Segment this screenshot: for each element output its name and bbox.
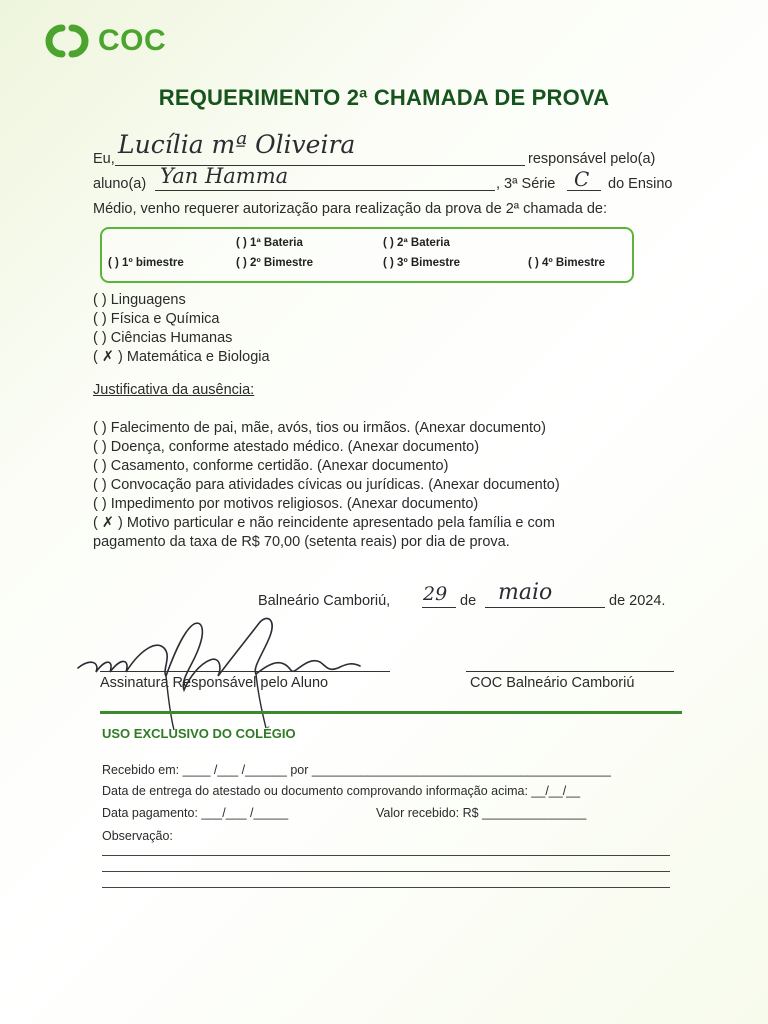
- right-signature-line: [466, 671, 674, 672]
- checkbox-mark[interactable]: ( ): [93, 458, 107, 474]
- justificativa-item[interactable]: [93, 515, 555, 531]
- aluno-name-handwritten[interactable]: Yan Hamma: [160, 164, 289, 188]
- area-label: Ciências Humanas: [110, 330, 233, 346]
- day-underline: [422, 607, 456, 608]
- justificativa-label: Motivo particular e não reincidente apresentado pela família e com: [126, 515, 555, 531]
- checkbox-mark[interactable]: ( ): [93, 311, 107, 327]
- option-bimestre-1[interactable]: ( ) 1º bimestre: [108, 257, 184, 269]
- area-item-matematica-biologia[interactable]: [93, 349, 270, 365]
- area-label: Física e Química: [110, 311, 220, 327]
- option-bateria-1[interactable]: ( ) 1ª Bateria: [236, 237, 303, 249]
- valor-recebido-field[interactable]: Valor recebido: R$ _______________: [376, 806, 587, 820]
- justificativa-label: Falecimento de pai, mãe, avós, tios ou irmãos. (Anexar documento): [110, 420, 546, 436]
- area-label: Linguagens: [110, 292, 186, 308]
- justificativa-item[interactable]: [93, 496, 478, 512]
- justificativa-label: Casamento, conforme certidão. (Anexar documento): [110, 458, 449, 474]
- justificativa-continuation: pagamento da taxa de R$ 70,00 (setenta reais) por dia de prova.: [93, 534, 510, 550]
- year-label: de 2024.: [609, 593, 666, 609]
- justificativa-item[interactable]: [93, 477, 560, 493]
- observacao-line[interactable]: [102, 871, 670, 872]
- area-item-fisica-quimica[interactable]: [93, 311, 220, 327]
- coc-logo-icon: [38, 20, 96, 62]
- checkbox-mark[interactable]: ( ): [93, 439, 107, 455]
- checkbox-mark[interactable]: ( ): [93, 496, 107, 512]
- aluno-underline: [155, 190, 495, 191]
- justificativa-label: Convocação para atividades cívicas ou jurídicas. (Anexar documento): [110, 477, 560, 493]
- logo-text: COC: [98, 24, 167, 57]
- option-bimestre-4[interactable]: ( ) 4º Bimestre: [528, 257, 606, 269]
- observacao-label: Observação:: [102, 829, 173, 843]
- city-label: Balneário Camboriú,: [258, 593, 391, 609]
- option-bimestre-2[interactable]: ( ) 2º Bimestre: [236, 257, 314, 269]
- data-pagamento-field[interactable]: Data pagamento: ___/___ /_____: [102, 806, 289, 820]
- observacao-line[interactable]: [102, 887, 670, 888]
- day-handwritten[interactable]: 29: [423, 583, 448, 605]
- observacao-line[interactable]: [102, 855, 670, 856]
- option-bimestre-3[interactable]: ( ) 3º Bimestre: [383, 257, 461, 269]
- exam-options-box: [100, 227, 634, 283]
- data-entrega-field[interactable]: Data de entrega do atestado ou documento comprovando informação acima: __/__/__: [102, 784, 581, 798]
- checkbox-mark[interactable]: ( ✗ ): [93, 515, 123, 531]
- eu-label: Eu,: [93, 151, 115, 167]
- justificativa-label: Doença, conforme atestado médico. (Anexar documento): [110, 439, 480, 455]
- coc-logo: [38, 20, 188, 62]
- responsavel-name-handwritten[interactable]: Lucília mª Oliveira: [118, 130, 356, 159]
- section-divider: [100, 711, 682, 714]
- de-label: de: [460, 593, 477, 609]
- left-signature-label: Assinatura Responsável pelo Aluno: [100, 675, 329, 691]
- checkbox-mark[interactable]: ( ): [93, 477, 107, 493]
- recebido-field[interactable]: Recebido em: ____ /___ /______ por ___________________________________________: [102, 763, 611, 777]
- month-handwritten[interactable]: maio: [498, 580, 553, 605]
- justificativa-item[interactable]: [93, 458, 448, 474]
- area-item-linguagens[interactable]: [93, 292, 186, 308]
- justificativa-label: Impedimento por motivos religiosos. (Anexar documento): [110, 496, 479, 512]
- checkbox-mark[interactable]: ( ): [93, 330, 107, 346]
- checkbox-mark[interactable]: ( ✗ ): [93, 349, 123, 365]
- month-underline: [485, 607, 605, 608]
- responsavel-suffix: responsável pelo(a): [528, 151, 656, 167]
- serie-value-handwritten[interactable]: C: [574, 167, 590, 191]
- handwritten-signature: [70, 610, 370, 735]
- aluno-label: aluno(a): [93, 176, 147, 192]
- justificativa-heading: Justificativa da ausência:: [93, 382, 255, 398]
- page-title: REQUERIMENTO 2ª CHAMADA DE PROVA: [158, 85, 610, 110]
- area-label: Matemática e Biologia: [126, 349, 270, 365]
- left-signature-line: [100, 671, 390, 672]
- checkbox-mark[interactable]: ( ): [93, 420, 107, 436]
- area-item-ciencias-humanas[interactable]: [93, 330, 232, 346]
- option-bateria-2[interactable]: ( ) 2ª Bateria: [383, 237, 450, 249]
- right-signature-label: COC Balneário Camboriú: [470, 675, 635, 691]
- exclusive-heading: USO EXCLUSIVO DO COLÉGIO: [102, 726, 296, 741]
- justificativa-item[interactable]: [93, 439, 479, 455]
- intro-line-3: Médio, venho requerer autorização para realização da prova de 2ª chamada de:: [93, 201, 607, 217]
- serie-label: , 3ª Série: [496, 176, 556, 192]
- checkbox-mark[interactable]: ( ): [93, 292, 107, 308]
- ensino-label: do Ensino: [608, 176, 673, 192]
- justificativa-item[interactable]: [93, 420, 546, 436]
